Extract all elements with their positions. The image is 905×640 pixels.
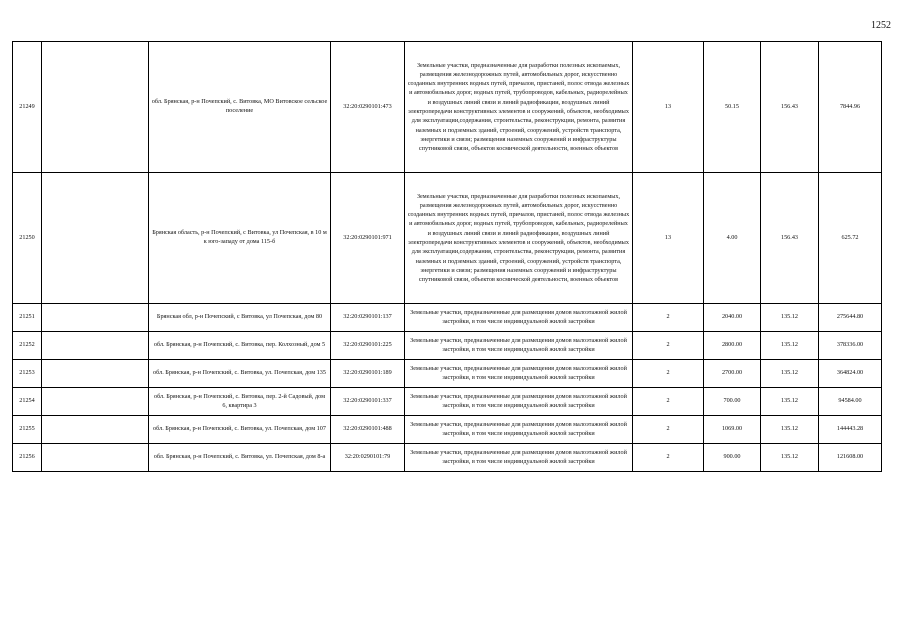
row-number: 21250 <box>13 173 42 304</box>
cadastral-number-cell: 32:20:0290101:79 <box>331 444 405 472</box>
rate-cell: 156.43 <box>761 173 819 304</box>
address-cell: обл. Брянская, р-н Почепский, с. Витовка, ул. Почепская, дом 135 <box>149 360 331 388</box>
area-cell: 1069.00 <box>704 416 761 444</box>
table-row <box>13 416 882 444</box>
row-number: 21249 <box>13 42 42 173</box>
cadastral-number-cell: 32:20:0290101:488 <box>331 416 405 444</box>
blank-cell <box>42 42 149 173</box>
category-cell: 2 <box>633 304 704 332</box>
category-cell: 2 <box>633 444 704 472</box>
category-cell: 13 <box>633 173 704 304</box>
address-cell: обл. Брянская, р-н Почепский, с. Витовка, пер. 2-й Садовый, дом 6, квартира 3 <box>149 388 331 416</box>
area-cell: 2700.00 <box>704 360 761 388</box>
table-row <box>13 360 882 388</box>
address-cell: Брянская область, р-н Почепский, с Витовка, ул Почепская, в 10 м к юго-западу от дома 115-б <box>149 173 331 304</box>
cadastral-number-cell: 32:20:0290101:337 <box>331 388 405 416</box>
address-cell: Брянская обл, р-н Почепский, с Витовка, ул Почепская, дом 80 <box>149 304 331 332</box>
cadastral-number-cell: 32:20:0290101:225 <box>331 332 405 360</box>
area-cell: 2800.00 <box>704 332 761 360</box>
area-cell: 700.00 <box>704 388 761 416</box>
blank-cell <box>42 360 149 388</box>
address-cell: обл. Брянская, р-н Почепский, с. Витовка, пер. Колхозный, дом 5 <box>149 332 331 360</box>
land-use-cell: Земельные участки, предназначенные для размещения домов малоэтажной жилой застройки, в том числе индивидуальной жилой застройки <box>405 304 633 332</box>
land-use-cell: Земельные участки, предназначенные для размещения домов малоэтажной жилой застройки, в том числе индивидуальной жилой застройки <box>405 416 633 444</box>
area-cell: 900.00 <box>704 444 761 472</box>
blank-cell <box>42 388 149 416</box>
category-cell: 13 <box>633 42 704 173</box>
land-use-cell: Земельные участки, предназначенные для разработки полезных ископаемых, размещения железнодорожных путей, автомобильных дорог, искусственно созданных внутренних водных путей, причалов, пристаней, полос отвода железных и автомобильных дорог, водных путей, трубопроводов, кабельных, радиорелейных и воздушных линий связи и линий радиофикации, воздушных линий электропередачи конструктивных элементов и сооружений, объектов, необходимых для эксплуатации,содержания, строительства, реконструкции, ремонта, развития наземных и подземных зданий, строений, сооружений, устройств транспорта, энергетики и связи; размещения наземных сооружений и инфраструктуры спутниковой связи, объектов космической деятельности, военных объектов <box>405 42 633 173</box>
cadastral-number-cell: 32:20:0290101:473 <box>331 42 405 173</box>
land-use-cell: Земельные участки, предназначенные для размещения домов малоэтажной жилой застройки, в том числе индивидуальной жилой застройки <box>405 332 633 360</box>
category-cell: 2 <box>633 388 704 416</box>
blank-cell <box>42 416 149 444</box>
land-use-cell: Земельные участки, предназначенные для размещения домов малоэтажной жилой застройки, в том числе индивидуальной жилой застройки <box>405 444 633 472</box>
rate-cell: 135.12 <box>761 388 819 416</box>
rate-cell: 156.43 <box>761 42 819 173</box>
area-cell: 2040.00 <box>704 304 761 332</box>
land-registry-table <box>12 41 882 472</box>
category-cell: 2 <box>633 416 704 444</box>
cadastral-number-cell: 32:20:0290101:137 <box>331 304 405 332</box>
row-number: 21252 <box>13 332 42 360</box>
table-row <box>13 304 882 332</box>
address-cell: обл. Брянская, р-н Почепский, с. Витовка, ул. Почепская, дом 8-а <box>149 444 331 472</box>
cadastral-number-cell: 32:20:0290101:189 <box>331 360 405 388</box>
rate-cell: 135.12 <box>761 444 819 472</box>
land-use-cell: Земельные участки, предназначенные для разработки полезных ископаемых, размещения железнодорожных путей, автомобильных дорог, искусственно созданных внутренних водных путей, причалов, пристаней, полос отвода железных и автомобильных дорог, водных путей, трубопроводов, кабельных, радиорелейных и воздушных линий связи и линий радиофикации, воздушных линий электропередачи конструктивных элементов и сооружений, объектов, необходимых для эксплуатации,содержания, строительства, реконструкции, ремонта, развития наземных и подземных зданий, строений, сооружений, устройств транспорта, энергетики и связи; размещения наземных сооружений и инфраструктуры спутниковой связи, объектов космической деятельности, военных объектов <box>405 173 633 304</box>
cadastral-value-cell: 625.72 <box>819 173 882 304</box>
row-number: 21253 <box>13 360 42 388</box>
cadastral-value-cell: 94584.00 <box>819 388 882 416</box>
cadastral-value-cell: 364824.00 <box>819 360 882 388</box>
row-number: 21251 <box>13 304 42 332</box>
land-use-cell: Земельные участки, предназначенные для размещения домов малоэтажной жилой застройки, в том числе индивидуальной жилой застройки <box>405 360 633 388</box>
cadastral-number-cell: 32:20:0290101:971 <box>331 173 405 304</box>
cadastral-value-cell: 144443.28 <box>819 416 882 444</box>
table-row <box>13 332 882 360</box>
table-row <box>13 173 882 304</box>
row-number: 21254 <box>13 388 42 416</box>
cadastral-value-cell: 7844.96 <box>819 42 882 173</box>
address-cell: обл. Брянская, р-н Почепский, с. Витовка, МО Витовское сельское поселение <box>149 42 331 173</box>
address-cell: обл. Брянская, р-н Почепский, с. Витовка, ул. Почепская, дом 107 <box>149 416 331 444</box>
area-cell: 50.15 <box>704 42 761 173</box>
row-number: 21255 <box>13 416 42 444</box>
blank-cell <box>42 332 149 360</box>
blank-cell <box>42 304 149 332</box>
category-cell: 2 <box>633 332 704 360</box>
table-row <box>13 42 882 173</box>
cadastral-value-cell: 378336.00 <box>819 332 882 360</box>
cadastral-value-cell: 121608.00 <box>819 444 882 472</box>
rate-cell: 135.12 <box>761 304 819 332</box>
table-row <box>13 444 882 472</box>
cadastral-value-cell: 275644.80 <box>819 304 882 332</box>
blank-cell <box>42 173 149 304</box>
area-cell: 4.00 <box>704 173 761 304</box>
land-use-cell: Земельные участки, предназначенные для размещения домов малоэтажной жилой застройки, в том числе индивидуальной жилой застройки <box>405 388 633 416</box>
rate-cell: 135.12 <box>761 332 819 360</box>
row-number: 21256 <box>13 444 42 472</box>
table-row <box>13 388 882 416</box>
rate-cell: 135.12 <box>761 416 819 444</box>
rate-cell: 135.12 <box>761 360 819 388</box>
blank-cell <box>42 444 149 472</box>
category-cell: 2 <box>633 360 704 388</box>
page-number: 1252 <box>871 20 891 31</box>
